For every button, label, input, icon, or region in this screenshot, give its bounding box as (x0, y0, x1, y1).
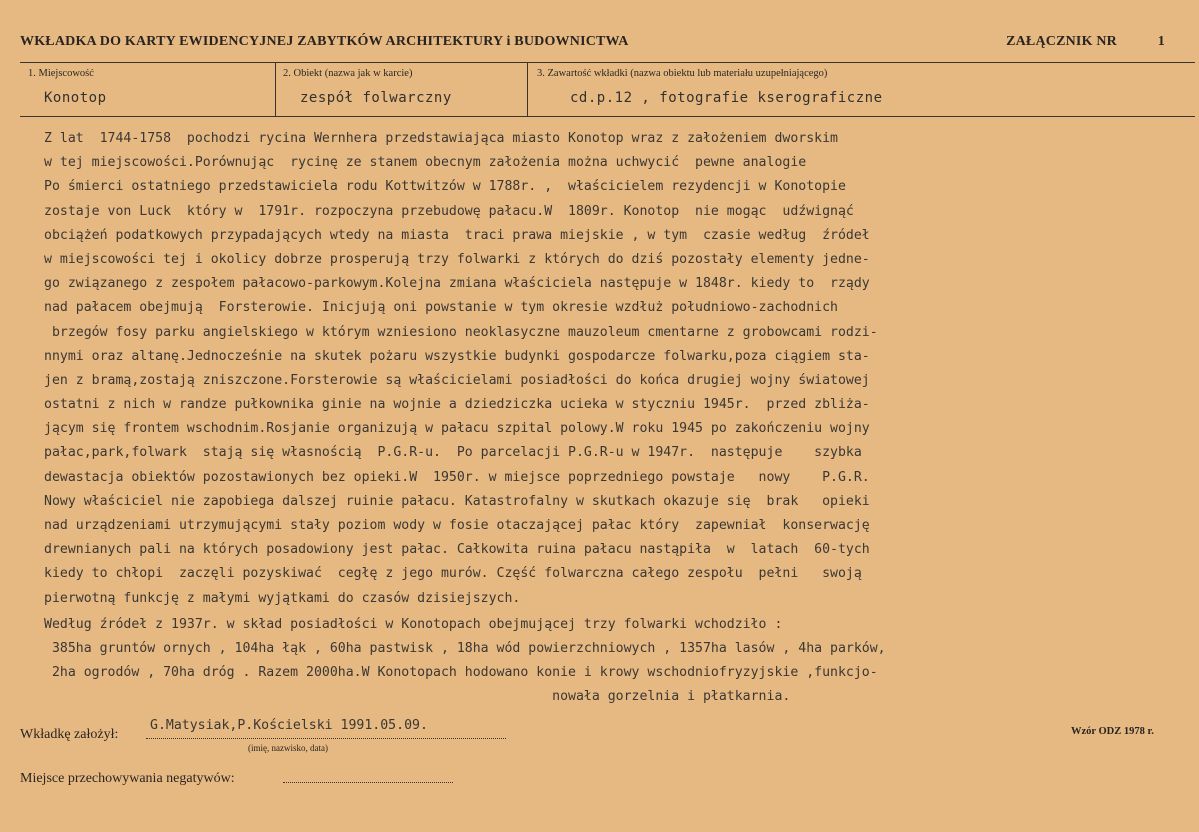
field-separator-2 (527, 62, 528, 116)
body-line: pałac,park,folwark stają się własnością P.G.R-u. Po parcelacji P.G.R-u w 1947r. następuje szybka (44, 445, 862, 461)
body-line: dewastacja obiektów pozostawionych bez opieki.W 1950r. w miejsce poprzedniego powstaje nowy P.G.R. (44, 469, 870, 485)
form-code: Wzór ODZ 1978 r. (1071, 726, 1154, 737)
body-line: 2ha ogrodów , 70ha dróg . Razem 2000ha.W Konotopach hodowano konie i krowy wschodniofryzyjskie ,funkcjo- (44, 665, 878, 681)
attachment-label: ZAŁĄCZNIK NR (1006, 34, 1117, 49)
body-line: ostatni z nich w randze pułkownika ginie na wojnie a dziedziczka ucieka w styczniu 1945r. przed zbliża- (44, 397, 870, 413)
author-label: Wkładkę założył: (20, 727, 119, 742)
contents-value: cd.p.12 , fotografie kserograficzne (570, 90, 883, 106)
body-line: nnymi oraz altanę.Jednocześnie na skutek pożaru wszystkie budynki gospodarcze folwarku,poza ciągiem sta- (44, 348, 870, 364)
object-value: zespół folwarczny (300, 90, 452, 106)
negatives-label: Miejsce przechowywania negatywów: (20, 771, 235, 786)
body-line: jącym się frontem wschodnim.Rosjanie organizują w pałacu szpital polowy.W roku 1945 po zakończeniu wojny (44, 421, 870, 437)
body-line: nad urządzeniami utrzymującymi stały poziom wody w fosie otaczającej pałac który zapewniał konserwację (44, 518, 870, 533)
negatives-line (283, 782, 453, 783)
body-line: drewnianych pali na których posadowiony jest pałac. Całkowita ruina pałacu nastąpiła w latach 60-tych (44, 542, 870, 558)
card-title: WKŁADKA DO KARTY EWIDENCYJNEJ ZABYTKÓW ARCHITEKTURY i BUDOWNICTWA (20, 34, 629, 49)
contents-label: 3. Zawartość wkładki (nazwa obiektu lub materiału uzupełniającego) (537, 68, 828, 79)
body-line: kiedy to chłopi zaczęli pozyskiwać cegłę z jego murów. Część folwarczna całego zespołu pełni swoją (44, 566, 862, 582)
body-line: obciążeń podatkowych przypadających wtedy na miasta traci prawa miejskie , w tym czasie według źródeł (44, 227, 870, 243)
body-line: nowała gorzelnia i płatkarnia. (44, 689, 791, 705)
author-line (146, 738, 506, 739)
card-header (20, 34, 1169, 56)
place-value: Konotop (44, 90, 107, 106)
body-line: Po śmierci ostatniego przedstawiciela rodu Kottwitzów w 1788r. , właścicielem rezydencji w Konotopie (44, 179, 846, 195)
body-line: brzegów fosy parku angielskiego w którym wzniesiono neoklasyczne mauzoleum cmentarne z grobowcami rodzi- (44, 324, 878, 340)
body-line: nad pałacem obejmują Forsterowie. Inicjują oni powstanie w tym okresie wzdłuż południowo-zachodnich (44, 300, 838, 316)
fields-divider (20, 116, 1195, 117)
body-line: pierwotną funkcję z małymi wyjątkami do czasów dzisiejszych. (44, 590, 521, 606)
author-value: G.Matysiak,P.Kościelski 1991.05.09. (150, 718, 428, 733)
body-line: 385ha gruntów ornych , 104ha łąk , 60ha pastwisk , 18ha wód powierzchniowych , 1357ha lasów , 4ha parków, (44, 640, 886, 656)
place-label: 1. Miejscowość (28, 68, 94, 79)
field-separator-1 (275, 62, 276, 116)
attachment-number: 1 (1157, 34, 1165, 49)
body-line: zostaje von Luck który w 1791r. rozpoczyna przebudowę pałacu.W 1809r. Konotop nie mogąc udźwignąć (44, 203, 854, 219)
body-line: Nowy właściciel nie zapobiega dalszej ruinie pałacu. Katastrofalny w skutkach okazuje się brak opieki (44, 493, 870, 509)
typed-description (44, 127, 1144, 708)
body-line: go związanego z zespołem pałacowo-parkowym.Kolejna zmiana właściciela następuje w 1848r. kiedy to rządy (44, 276, 870, 292)
header-divider (20, 62, 1195, 63)
body-line: jen z bramą,zostają zniszczone.Forsterowie są właścicielami posiadłości do końca drugiej wojny światowej (44, 372, 870, 388)
body-line: w miejscowości tej i okolicy dobrze prosperują trzy folwarki z których do dziś pozostały elementy jedne- (44, 251, 870, 267)
body-line: Z lat 1744-1758 pochodzi rycina Wernhera przedstawiająca miasto Konotop wraz z założeniem dworskim (44, 131, 838, 146)
author-hint: (imię, nazwisko, data) (248, 743, 328, 753)
body-line: w tej miejscowości.Porównując rycinę ze stanem obecnym założenia można uchwycić pewne analogie (44, 155, 807, 171)
object-label: 2. Obiekt (nazwa jak w karcie) (283, 68, 413, 79)
body-line: Według źródeł z 1937r. w skład posiadłości w Konotopach obejmującej trzy folwarki wchodziło : (44, 616, 783, 632)
